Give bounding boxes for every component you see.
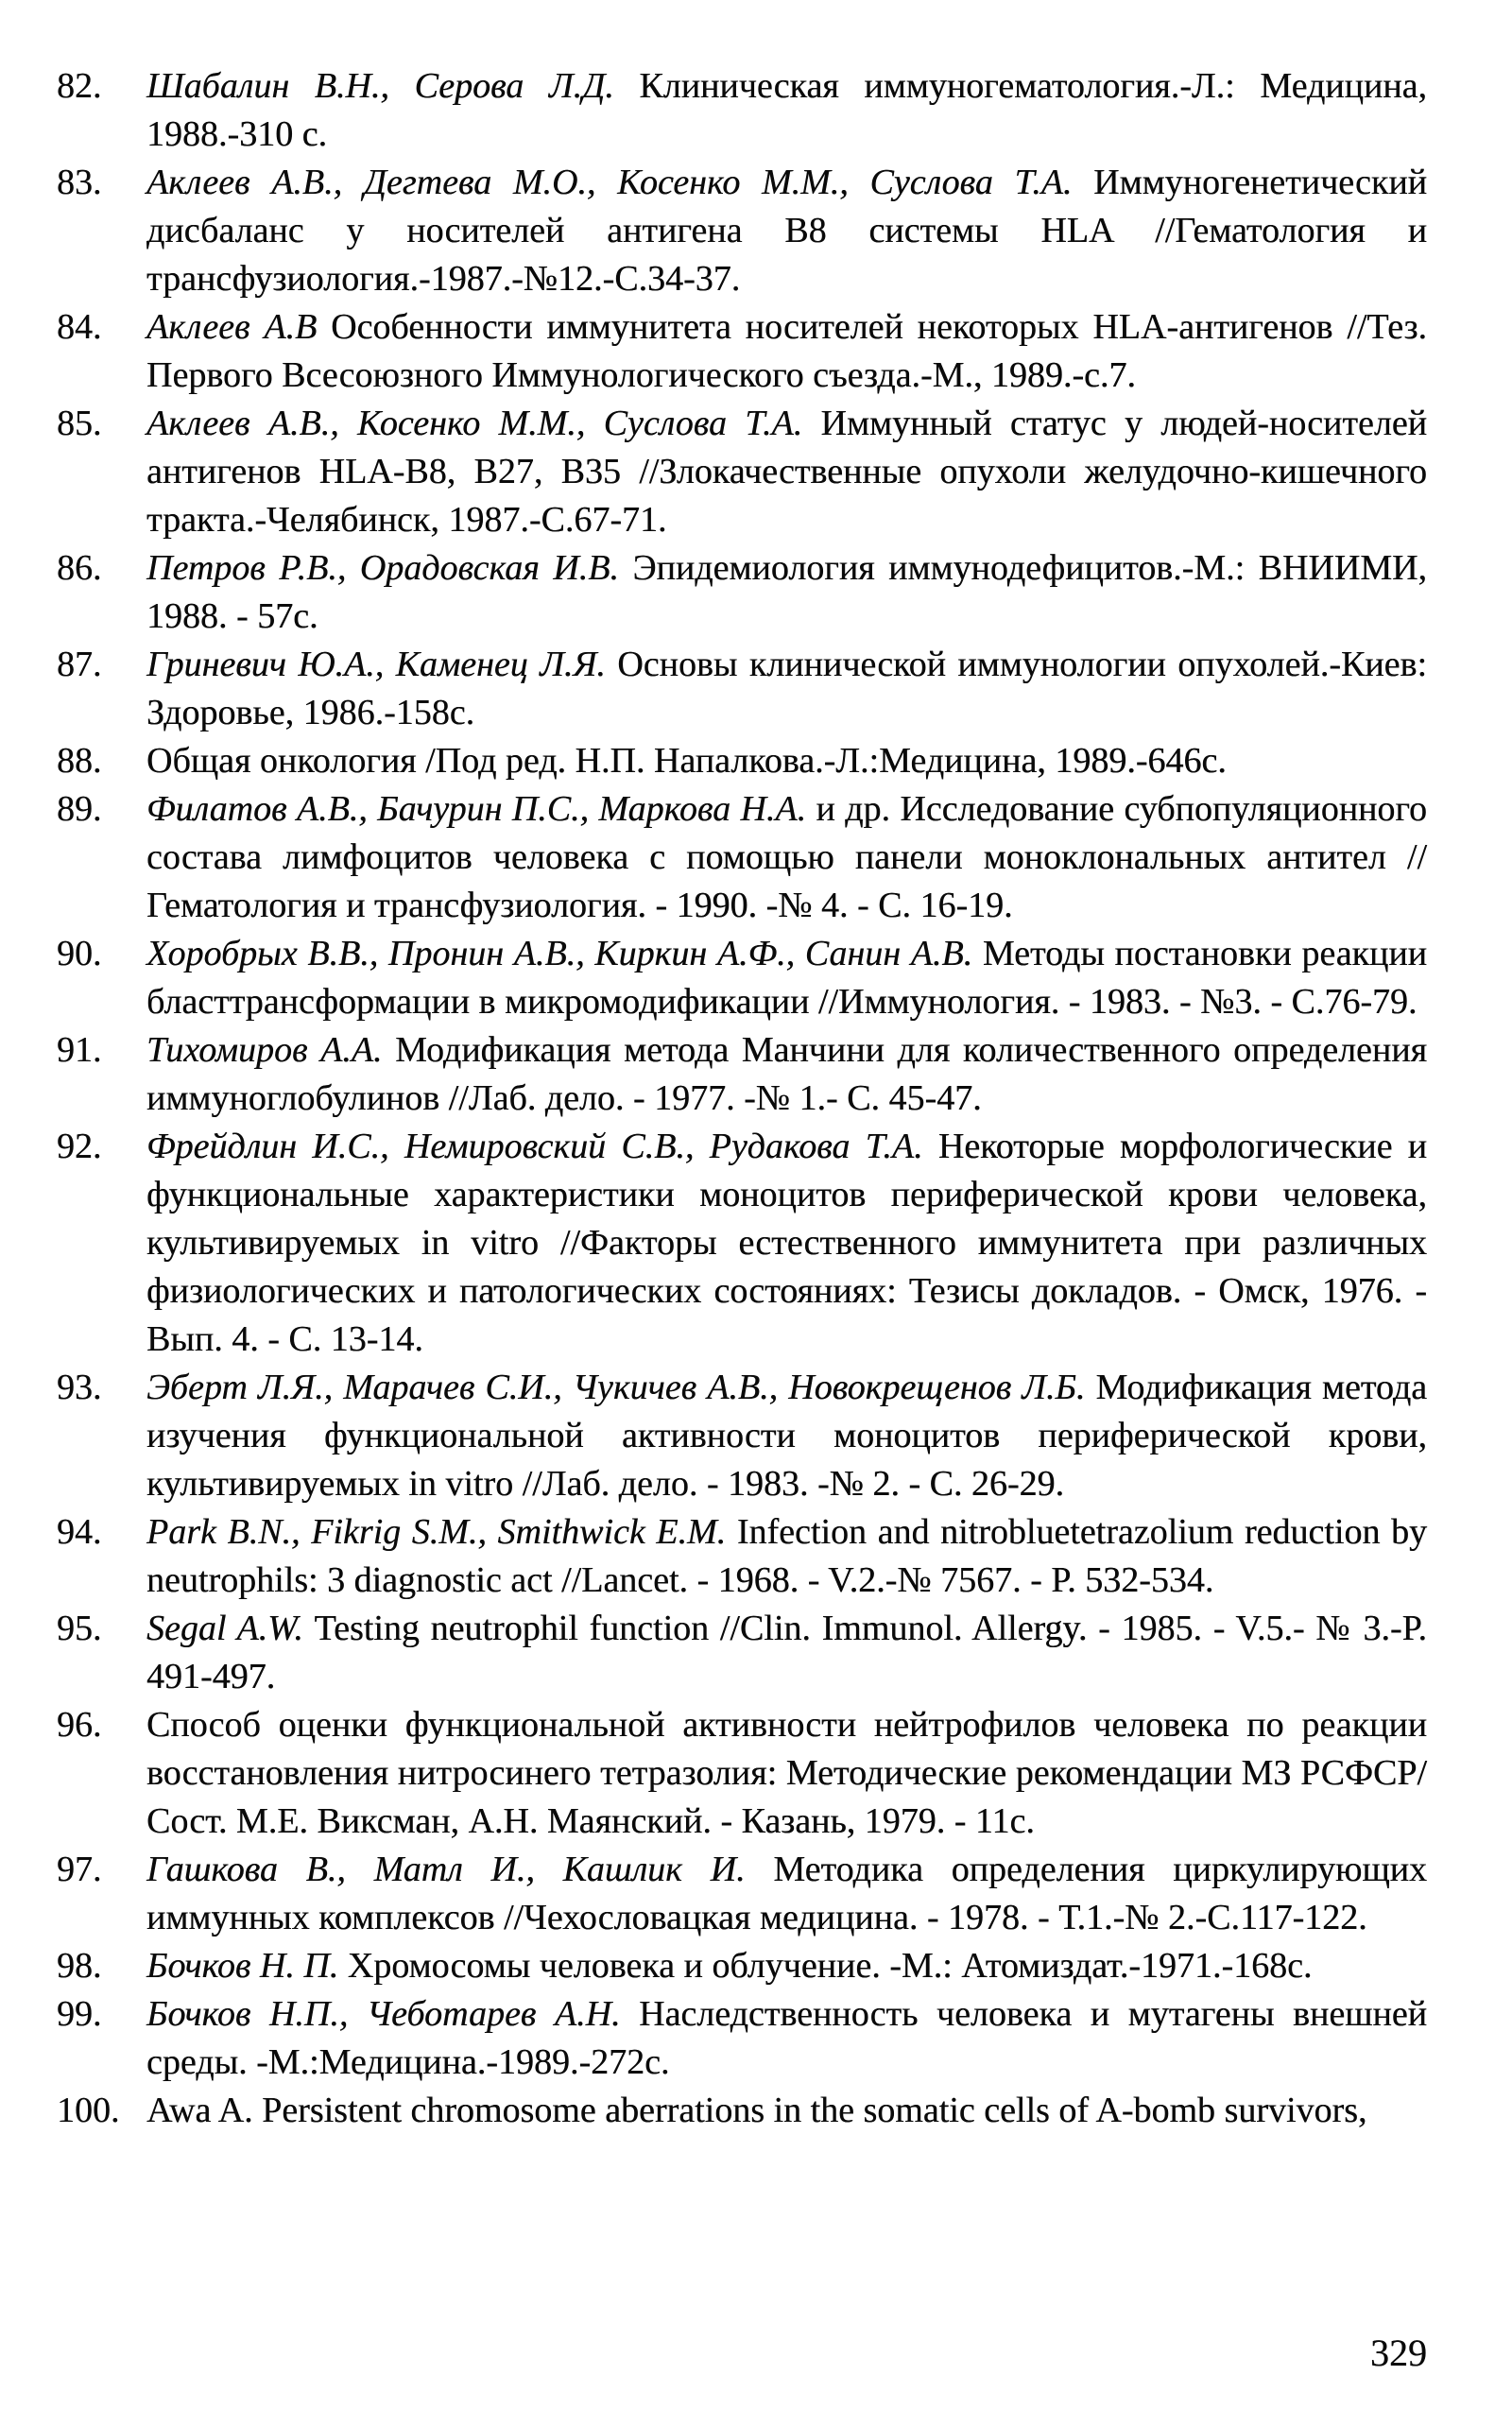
reference-text: Эпидемиология иммунодефицитов.-М.: ВНИИМИ, 1988. - 57с. [146, 548, 1427, 636]
reference-item [57, 303, 1427, 400]
reference-item [57, 1364, 1427, 1508]
reference-authors: Петров Р.В., Орадовская И.В. [146, 548, 619, 588]
reference-number: 82. [57, 66, 102, 106]
reference-item [57, 1942, 1427, 1990]
reference-text: Infection and nitrobluetetrazolium reduction by neutrophils: 3 diagnostic act //Lancet. - 1968. - V.2.-№ 7567. - P. 532-534. [146, 1512, 1428, 1600]
reference-item [57, 1123, 1427, 1364]
reference-text: Некоторые морфологические и функциональные характеристики моноцитов периферической крови человека, культивируемых in vitro //Факторы естественного иммунитета при различных физиологических и патологических состояниях: Тезисы докладов. - Омск, 1976. - Вып. 4. - С. 13-14. [146, 1127, 1428, 1359]
reference-number: 89. [57, 789, 102, 829]
reference-number: 92. [57, 1127, 102, 1166]
reference-item [57, 785, 1427, 930]
reference-number: 83. [57, 163, 102, 202]
reference-text: Testing neutrophil function //Clin. Immunol. Allergy. - 1985. - V.5.- № 3.-P. 491-497. [146, 1609, 1427, 1696]
reference-text: Способ оценки функциональной активности нейтрофилов человека по реакции восстановления нитросинего тетразолия: Методические рекомендации МЗ РСФСР/ Сост. М.Е. Виксман, А.Н. Маянский. - Казань, 1979. - 11с. [146, 1705, 1427, 1841]
reference-text: Основы клинической иммунологии опухолей.-Киев: Здоровье, 1986.-158с. [146, 645, 1427, 732]
reference-authors: Гриневич Ю.А., Каменец Л.Я. [146, 645, 606, 684]
reference-item [57, 1508, 1427, 1605]
reference-authors: Шабалин В.Н., Серова Л.Д. [146, 66, 614, 106]
reference-number: 90. [57, 934, 102, 973]
reference-text: Общая онкология /Под ред. Н.П. Напалкова.-Л.:Медицина, 1989.-646с. [146, 741, 1227, 781]
reference-number: 85. [57, 404, 102, 443]
reference-authors: Аклеев А.В [146, 307, 318, 347]
reference-item [57, 159, 1427, 303]
reference-text: Awa A. Persistent chromosome aberrations in the somatic cells of A-bomb survivors, [146, 2091, 1367, 2130]
reference-text: Клиническая иммуногематология.-Л.: Медицина, 1988.-310 с. [146, 66, 1428, 154]
reference-number: 100. [57, 2091, 120, 2130]
reference-text: Методика определения циркулирующих иммунных комплексов //Чехословацкая медицина. - 1978. - Т.1.-№ 2.-С.117-122. [146, 1850, 1427, 1937]
reference-item [57, 544, 1427, 641]
reference-authors: Аклеев А.В., Косенко М.М., Суслова Т.А. [146, 404, 803, 443]
reference-list [57, 62, 1427, 2135]
reference-number: 88. [57, 741, 102, 781]
reference-authors: Бочков Н.П., Чеботарев А.Н. [146, 1994, 621, 2034]
reference-authors: Park B.N., Fikrig S.M., Smithwick E.M. [146, 1512, 727, 1552]
reference-text: и др. Исследование субпопуляционного состава лимфоцитов человека с помощью панели моноклональных антител //Гематология и трансфузиология. - 1990. -№ 4. - С. 16-19. [146, 789, 1428, 925]
reference-authors: Гашкова В., Матл И., Кашлик И. [146, 1850, 746, 1889]
reference-item [57, 930, 1427, 1026]
reference-item [57, 1701, 1427, 1846]
reference-text: Особенности иммунитета носителей некоторых HLA-антигенов //Тез. Первого Всесоюзного Иммунологического съезда.-М., 1989.-с.7. [146, 307, 1427, 395]
reference-authors: Тихомиров А.А. [146, 1030, 383, 1070]
reference-item [57, 1846, 1427, 1942]
reference-item [57, 1990, 1427, 2087]
reference-item [57, 62, 1427, 159]
reference-authors: Аклеев А.В., Дегтева М.О., Косенко М.М., Суслова Т.А. [146, 163, 1073, 202]
reference-text: Модификация метода Манчини для количественного определения иммуноглобулинов //Лаб. дело. - 1977. -№ 1.- С. 45-47. [146, 1030, 1428, 1118]
reference-number: 95. [57, 1609, 102, 1648]
reference-authors: Segal A.W. [146, 1609, 303, 1648]
reference-item [57, 641, 1427, 737]
reference-text: Хромосомы человека и облучение. -М.: Атомиздат.-1971.-168с. [347, 1946, 1313, 1986]
reference-text: Иммуногенетический дисбаланс у носителей антигена В8 системы HLA //Гематология и трансфузиология.-1987.-№12.-С.34-37. [146, 163, 1427, 299]
reference-number: 91. [57, 1030, 102, 1070]
reference-number: 98. [57, 1946, 102, 1986]
reference-authors: Филатов А.В., Бачурин П.С., Маркова Н.А. [146, 789, 807, 829]
reference-authors: Эберт Л.Я., Марачев С.И., Чукичев А.В., Новокрещенов Л.Б. [146, 1368, 1086, 1407]
reference-authors: Хоробрых В.В., Пронин А.В., Киркин А.Ф., Санин А.В. [146, 934, 973, 973]
reference-item [57, 2087, 1427, 2135]
reference-text: Иммунный статус у людей-носителей антигенов HLA-B8, В27, В35 //Злокачественные опухоли желудочно-кишечного тракта.-Челябинск, 1987.-С.67-71. [146, 404, 1427, 540]
reference-text: Методы постановки реакции бласттрансформации в микромодификации //Иммунология. - 1983. - №3. - С.76-79. [146, 934, 1428, 1022]
reference-item [57, 737, 1427, 785]
reference-number: 86. [57, 548, 102, 588]
reference-authors: Фрейдлин И.С., Немировский С.В., Рудакова Т.А. [146, 1127, 923, 1166]
reference-number: 87. [57, 645, 102, 684]
reference-number: 94. [57, 1512, 102, 1552]
reference-text: Наследственность человека и мутагены внешней среды. -М.:Медицина.-1989.-272с. [146, 1994, 1427, 2082]
reference-item [57, 1026, 1427, 1123]
reference-number: 84. [57, 307, 102, 347]
reference-number: 99. [57, 1994, 102, 2034]
reference-item [57, 1605, 1427, 1701]
reference-number: 93. [57, 1368, 102, 1407]
page-number: 329 [1370, 2332, 1427, 2374]
reference-text: Модификация метода изучения функциональной активности моноцитов периферической крови, культивируемых in vitro //Лаб. дело. - 1983. -№ 2. - С. 26-29. [146, 1368, 1428, 1504]
reference-item [57, 400, 1427, 544]
reference-number: 97. [57, 1850, 102, 1889]
reference-authors: Бочков Н. П. [146, 1946, 339, 1986]
reference-number: 96. [57, 1705, 102, 1745]
